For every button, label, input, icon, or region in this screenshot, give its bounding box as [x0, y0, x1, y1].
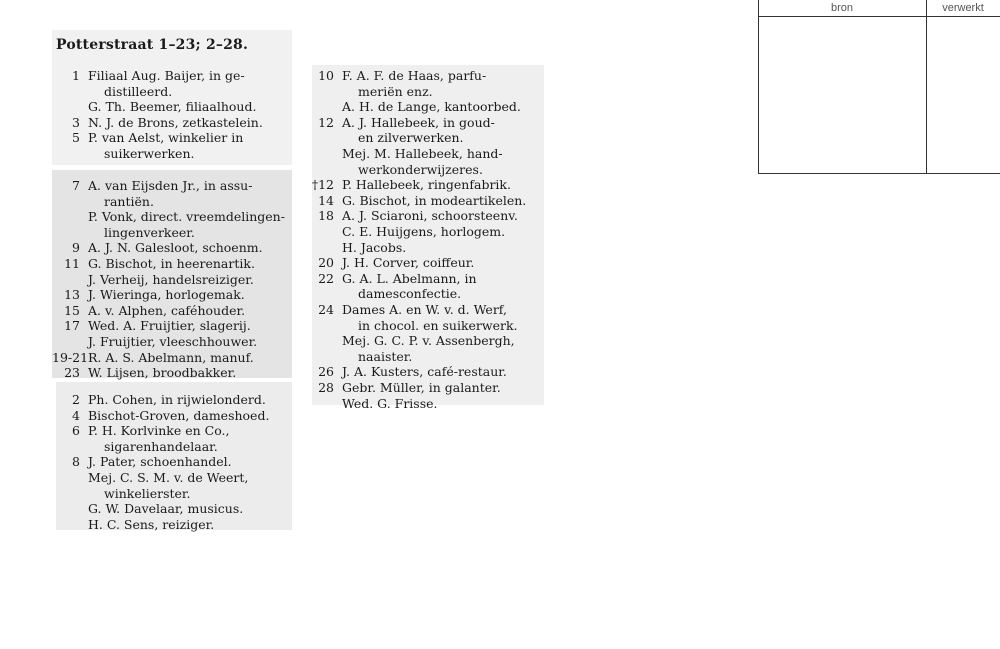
resident-name: H. Jacobs.: [342, 239, 407, 255]
resident-name: Gebr. Müller, in galanter.: [342, 380, 501, 395]
resident-occupation-continued: en zilverwerken.: [358, 130, 464, 146]
address-entry: [306, 177, 546, 193]
resident-occupation-continued: rantiën.: [104, 193, 154, 209]
resident-name: Bischot-Groven, dameshoed.: [88, 407, 270, 423]
address-entry: [306, 396, 546, 412]
resident-name: J. Verheij, handelsreiziger.: [88, 271, 254, 287]
house-number: 19-21: [52, 349, 89, 365]
resident-occupation-continued: suikerwerken.: [104, 145, 195, 161]
house-number: 5: [72, 130, 80, 146]
resident-occupation-continued: distilleerd.: [104, 83, 173, 99]
verwerkt-header: verwerkt: [942, 2, 984, 14]
address-entry: [52, 115, 292, 131]
resident-name: G. Th. Beemer, filiaalhoud.: [88, 99, 257, 115]
address-entry: [52, 365, 292, 381]
house-number: 11: [64, 256, 80, 271]
address-entry: [306, 115, 546, 146]
address-entry: [306, 146, 546, 177]
house-number: 9: [72, 240, 80, 256]
resident-name: W. Lijsen, broodbakker.: [88, 365, 237, 381]
resident-occupation-continued: damesconfectie.: [358, 286, 462, 302]
address-entry: [306, 224, 546, 240]
address-entry: [52, 470, 292, 501]
resident-occupation-continued: werkonderwijzeres.: [358, 161, 483, 177]
resident-occupation-continued: sigarenhandelaar.: [104, 438, 218, 454]
house-number: 12: [318, 114, 334, 130]
resident-name: G. W. Davelaar, musicus.: [88, 501, 244, 517]
address-entry: [306, 364, 546, 380]
address-entry: [52, 68, 292, 99]
address-entry: [306, 99, 546, 115]
house-number: 23: [64, 365, 80, 381]
resident-name: Dames A. en W. v. d. Werf,: [342, 302, 507, 317]
address-entry: [306, 333, 546, 364]
house-number: 10: [318, 68, 334, 83]
table-bottom-line: [758, 173, 1000, 174]
address-entry: [52, 454, 292, 470]
resident-name: Mej. M. Hallebeek, hand-: [342, 146, 503, 161]
address-entry: [52, 423, 292, 454]
address-entry: [52, 303, 292, 319]
house-number: 4: [72, 407, 80, 423]
resident-name: A. van Eijsden Jr., in assu-: [88, 178, 253, 193]
address-entry: [306, 193, 546, 209]
house-number: 3: [72, 114, 80, 130]
house-number: 22: [318, 270, 334, 286]
address-entry: [52, 256, 292, 272]
resident-name: Wed. G. Frisse.: [342, 395, 438, 411]
address-entry: [306, 271, 546, 302]
address-entry: [52, 408, 292, 424]
resident-name: P. H. Korlvinke en Co.,: [88, 423, 230, 439]
address-entry: [52, 178, 292, 209]
resident-name: J. Pater, schoenhandel.: [88, 454, 232, 470]
resident-occupation-continued: in chocol. en suikerwerk.: [358, 317, 518, 333]
address-entry: [52, 334, 292, 350]
resident-name: G. Bischot, in heerenartik.: [88, 256, 255, 271]
resident-name: J. H. Corver, coiffeur.: [342, 255, 475, 271]
address-entry: [52, 130, 292, 161]
house-number: 26: [318, 364, 334, 380]
resident-name: P. Hallebeek, ringenfabrik.: [342, 177, 511, 193]
house-number: 28: [318, 380, 334, 395]
house-number: 8: [72, 454, 80, 470]
resident-name: J. Fruijtier, vleeschhouwer.: [88, 334, 258, 349]
house-number: 17: [64, 318, 80, 334]
resident-occupation-continued: winkelierster.: [104, 485, 191, 501]
house-number: 1: [72, 68, 80, 83]
house-number: 24: [318, 302, 334, 317]
house-number: 13: [64, 287, 80, 303]
resident-name: G. A. L. Abelmann, in: [342, 270, 477, 286]
house-number: 18: [318, 208, 334, 224]
address-entry: [52, 501, 292, 517]
address-entry: [306, 255, 546, 271]
address-entry: [52, 517, 292, 533]
address-entry: [52, 209, 292, 240]
house-number: †12: [311, 177, 334, 193]
resident-name: H. C. Sens, reiziger.: [88, 516, 215, 532]
resident-name: N. J. de Brons, zetkastelein.: [88, 114, 263, 130]
address-entry: [52, 287, 292, 303]
resident-name: J. Wieringa, horlogemak.: [88, 287, 245, 303]
resident-occupation-continued: meriën enz.: [358, 83, 433, 99]
resident-name: A. J. N. Galesloot, schoenm.: [88, 240, 263, 256]
resident-name: C. E. Huijgens, horlogem.: [342, 224, 506, 239]
address-entry: [52, 240, 292, 256]
house-number: 20: [318, 255, 334, 271]
address-entry: [306, 240, 546, 256]
table-header-line: [758, 16, 1000, 17]
resident-name: A. H. de Lange, kantoorbed.: [342, 99, 521, 115]
address-entry: [52, 99, 292, 115]
resident-name: G. Bischot, in modeartikelen.: [342, 192, 527, 208]
resident-name: Mej. G. C. P. v. Assenbergh,: [342, 333, 515, 349]
resident-name: A. J. Hallebeek, in goud-: [342, 114, 495, 130]
table-left-border: [758, 0, 759, 174]
address-entry: [306, 68, 546, 99]
house-number: 7: [72, 178, 80, 193]
resident-name: F. A. F. de Haas, parfu-: [342, 68, 487, 83]
resident-name: J. A. Kusters, café-restaur.: [342, 364, 507, 380]
resident-occupation-continued: naaister.: [358, 348, 413, 364]
bron-header: bron: [830, 2, 854, 14]
resident-name: P. Vonk, direct. vreemdelingen-: [88, 209, 285, 225]
address-entry: [52, 272, 292, 288]
address-entry: [52, 392, 292, 408]
house-number: 2: [72, 392, 80, 407]
house-number: 6: [72, 423, 80, 439]
resident-name: Ph. Cohen, in rijwielonderd.: [88, 392, 266, 407]
address-entry: [52, 350, 292, 366]
resident-name: Mej. C. S. M. v. de Weert,: [88, 470, 249, 485]
resident-name: Wed. A. Fruijtier, slagerij.: [88, 318, 251, 334]
address-entry: [52, 318, 292, 334]
resident-name: Filiaal Aug. Baijer, in ge-: [88, 68, 245, 83]
resident-occupation-continued: lingenverkeer.: [104, 224, 195, 240]
reference-table: [758, 0, 1000, 174]
page-title: Potterstraat 1–23; 2–28.: [56, 37, 249, 53]
address-entry: [306, 208, 546, 224]
resident-name: A. J. Sciaroni, schoorsteenv.: [342, 208, 518, 224]
house-number: 15: [64, 302, 80, 318]
resident-name: R. A. S. Abelmann, manuf.: [88, 349, 254, 365]
resident-name: A. v. Alphen, caféhouder.: [88, 302, 246, 318]
address-entry: [306, 380, 546, 396]
resident-name: P. van Aelst, winkelier in: [88, 130, 244, 146]
table-divider: [926, 0, 927, 174]
house-number: 14: [318, 192, 334, 208]
address-entry: [306, 302, 546, 333]
